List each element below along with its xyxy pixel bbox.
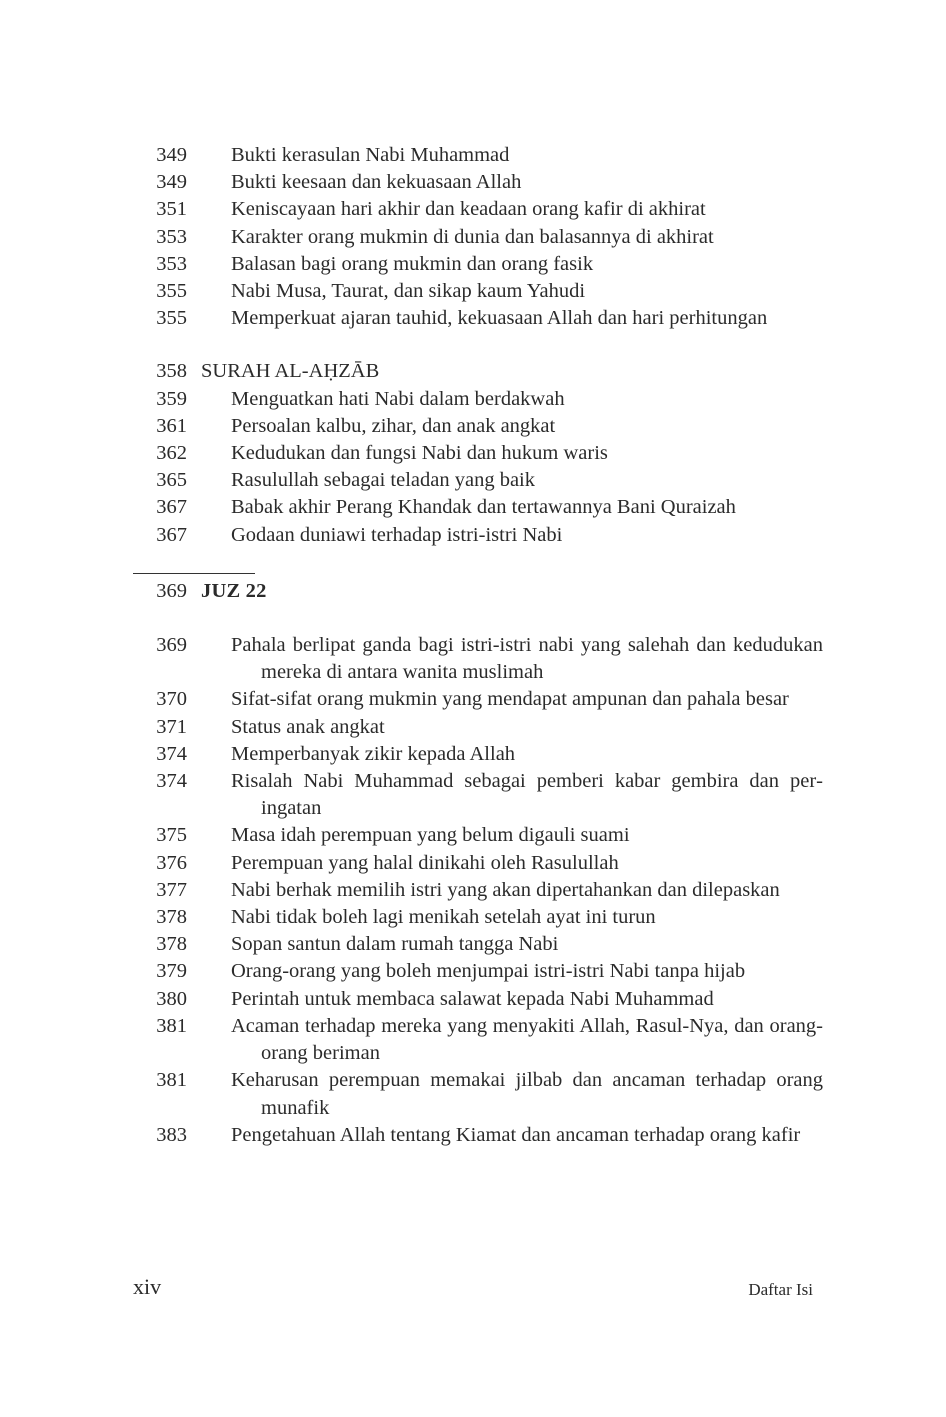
toc-entry[interactable] bbox=[133, 494, 823, 521]
toc-entry[interactable] bbox=[133, 1013, 823, 1067]
toc-page-number: 379 bbox=[156, 960, 187, 983]
table-of-contents bbox=[133, 142, 823, 1149]
toc-entry[interactable] bbox=[133, 931, 823, 958]
surah-heading[interactable] bbox=[133, 358, 823, 385]
toc-entry-title: Menguatkan hati Nabi dalam berdakwah bbox=[231, 387, 565, 410]
toc-page-number: 369 bbox=[156, 579, 187, 602]
toc-entry-title: Acaman terhadap mereka yang menyakiti Allah, Rasul-Nya, dan orang-orang beriman bbox=[231, 1014, 823, 1065]
toc-page-number: 362 bbox=[156, 442, 187, 465]
toc-entry[interactable] bbox=[133, 877, 823, 904]
toc-page-number: 380 bbox=[156, 987, 187, 1010]
toc-entry[interactable] bbox=[133, 224, 823, 251]
toc-entry[interactable] bbox=[133, 741, 823, 768]
page-number: xiv bbox=[133, 1274, 162, 1299]
toc-page-number: 374 bbox=[156, 770, 187, 793]
juz-divider bbox=[133, 573, 255, 574]
toc-page-number: 375 bbox=[156, 824, 187, 847]
toc-entry[interactable] bbox=[133, 1122, 823, 1149]
toc-entry-title: Perintah untuk membaca salawat kepada Nabi Muhammad bbox=[231, 987, 714, 1010]
toc-page-number: 349 bbox=[156, 171, 187, 194]
toc-page-number: 374 bbox=[156, 742, 187, 765]
toc-page-number: 365 bbox=[156, 469, 187, 492]
toc-page-number: 378 bbox=[156, 906, 187, 929]
toc-page-number: 381 bbox=[156, 1014, 187, 1037]
toc-page-number: 351 bbox=[156, 198, 187, 221]
toc-entry[interactable] bbox=[133, 413, 823, 440]
toc-entry[interactable] bbox=[133, 522, 823, 549]
juz-heading[interactable] bbox=[133, 578, 823, 605]
toc-entry-title: Status anak angkat bbox=[231, 715, 385, 738]
toc-entry-title: Risalah Nabi Muhammad sebagai pemberi kabar gembira dan peringatan bbox=[231, 770, 823, 820]
toc-entry-title: Bukti keesaan dan kekuasaan Allah bbox=[231, 171, 522, 194]
toc-entry-title: Keharusan perempuan memakai jilbab dan ancaman terhadap orang munafik bbox=[231, 1069, 823, 1119]
toc-entry-title: Masa idah perempuan yang belum digauli suami bbox=[231, 824, 630, 847]
toc-entry[interactable] bbox=[133, 686, 823, 713]
toc-entry[interactable] bbox=[133, 850, 823, 877]
toc-page-number: 361 bbox=[156, 414, 187, 437]
surah-title: SURAH AL-AḤZĀB bbox=[201, 360, 380, 383]
toc-page-number: 369 bbox=[156, 634, 187, 657]
toc-entry[interactable] bbox=[133, 142, 823, 169]
toc-entry-title: Balasan bagi orang mukmin dan orang fasik bbox=[231, 252, 594, 275]
toc-entry-title: Nabi Musa, Taurat, dan sikap kaum Yahudi bbox=[231, 280, 586, 303]
toc-page-number: 349 bbox=[156, 144, 187, 166]
toc-entry-title: Sopan santun dalam rumah tangga Nabi bbox=[231, 933, 559, 956]
running-footer-title: Daftar Isi bbox=[748, 1280, 813, 1299]
toc-entry-title: Nabi berhak memilih istri yang akan dipertahankan dan dilepaskan bbox=[231, 878, 780, 901]
toc-page-number: 367 bbox=[156, 496, 187, 519]
toc-entry[interactable] bbox=[133, 305, 823, 332]
toc-entry-title: Kedudukan dan fungsi Nabi dan hukum waris bbox=[231, 442, 608, 465]
toc-page-number: 359 bbox=[156, 387, 187, 410]
toc-section-3 bbox=[133, 632, 823, 1149]
toc-entry[interactable] bbox=[133, 1067, 823, 1121]
toc-page-number: 355 bbox=[156, 307, 187, 330]
toc-entry[interactable] bbox=[133, 169, 823, 196]
toc-entry-title: Pengetahuan Allah tentang Kiamat dan ancaman terhadap orang kafir bbox=[231, 1123, 801, 1146]
toc-entry[interactable] bbox=[133, 386, 823, 413]
toc-page-number: 376 bbox=[156, 851, 187, 874]
toc-entry[interactable] bbox=[133, 251, 823, 278]
toc-page-number: 370 bbox=[156, 688, 187, 711]
toc-page-number: 378 bbox=[156, 933, 187, 956]
toc-entry[interactable] bbox=[133, 278, 823, 305]
toc-entry-title: Keniscayaan hari akhir dan keadaan orang kafir di akhirat bbox=[231, 198, 706, 221]
toc-entry-title: Memperbanyak zikir kepada Allah bbox=[231, 742, 516, 765]
toc-entry[interactable] bbox=[133, 986, 823, 1013]
toc-entry-title: Perempuan yang halal dinikahi oleh Rasulullah bbox=[231, 851, 619, 874]
toc-entry[interactable] bbox=[133, 904, 823, 931]
toc-entry-title: Karakter orang mukmin di dunia dan balasannya di akhirat bbox=[231, 225, 714, 248]
toc-page-number: 353 bbox=[156, 252, 187, 275]
toc-section-1 bbox=[133, 142, 823, 332]
toc-entry-title: Persoalan kalbu, zihar, dan anak angkat bbox=[231, 414, 556, 437]
toc-entry-title: Pahala berlipat ganda bagi istri-istri nabi yang salehah dan kedudukan mereka di antara wanita muslimah bbox=[231, 634, 823, 684]
toc-page-number: 353 bbox=[156, 225, 187, 248]
toc-section-2 bbox=[133, 386, 823, 549]
toc-entry-title: Bukti kerasulan Nabi Muhammad bbox=[231, 144, 510, 166]
toc-entry[interactable] bbox=[133, 768, 823, 822]
toc-entry[interactable] bbox=[133, 714, 823, 741]
toc-entry[interactable] bbox=[133, 958, 823, 985]
toc-page-number: 383 bbox=[156, 1123, 187, 1146]
toc-page-number: 355 bbox=[156, 280, 187, 303]
toc-entry-title: Babak akhir Perang Khandak dan tertawannya Bani Quraizah bbox=[231, 496, 736, 519]
toc-entry[interactable] bbox=[133, 196, 823, 223]
toc-entry-title: Godaan duniawi terhadap istri-istri Nabi bbox=[231, 523, 563, 546]
toc-page-number: 381 bbox=[156, 1069, 187, 1092]
toc-entry[interactable] bbox=[133, 822, 823, 849]
toc-page-number: 358 bbox=[156, 360, 187, 383]
toc-entry-title: Rasulullah sebagai teladan yang baik bbox=[231, 469, 535, 492]
toc-page-number: 377 bbox=[156, 878, 187, 901]
toc-entry[interactable] bbox=[133, 440, 823, 467]
toc-entry[interactable] bbox=[133, 467, 823, 494]
juz-title: JUZ 22 bbox=[201, 579, 267, 602]
toc-page-number: 371 bbox=[156, 715, 187, 738]
toc-page-number: 367 bbox=[156, 523, 187, 546]
toc-entry-title: Memperkuat ajaran tauhid, kekuasaan Allah dan hari perhitungan bbox=[231, 307, 768, 330]
toc-entry-title: Sifat-sifat orang mukmin yang mendapat ampunan dan pahala besar bbox=[231, 688, 789, 711]
toc-entry[interactable] bbox=[133, 632, 823, 686]
toc-entry-title: Orang-orang yang boleh menjumpai istri-istri Nabi tanpa hijab bbox=[231, 960, 746, 983]
toc-entry-title: Nabi tidak boleh lagi menikah setelah ayat ini turun bbox=[231, 906, 656, 929]
